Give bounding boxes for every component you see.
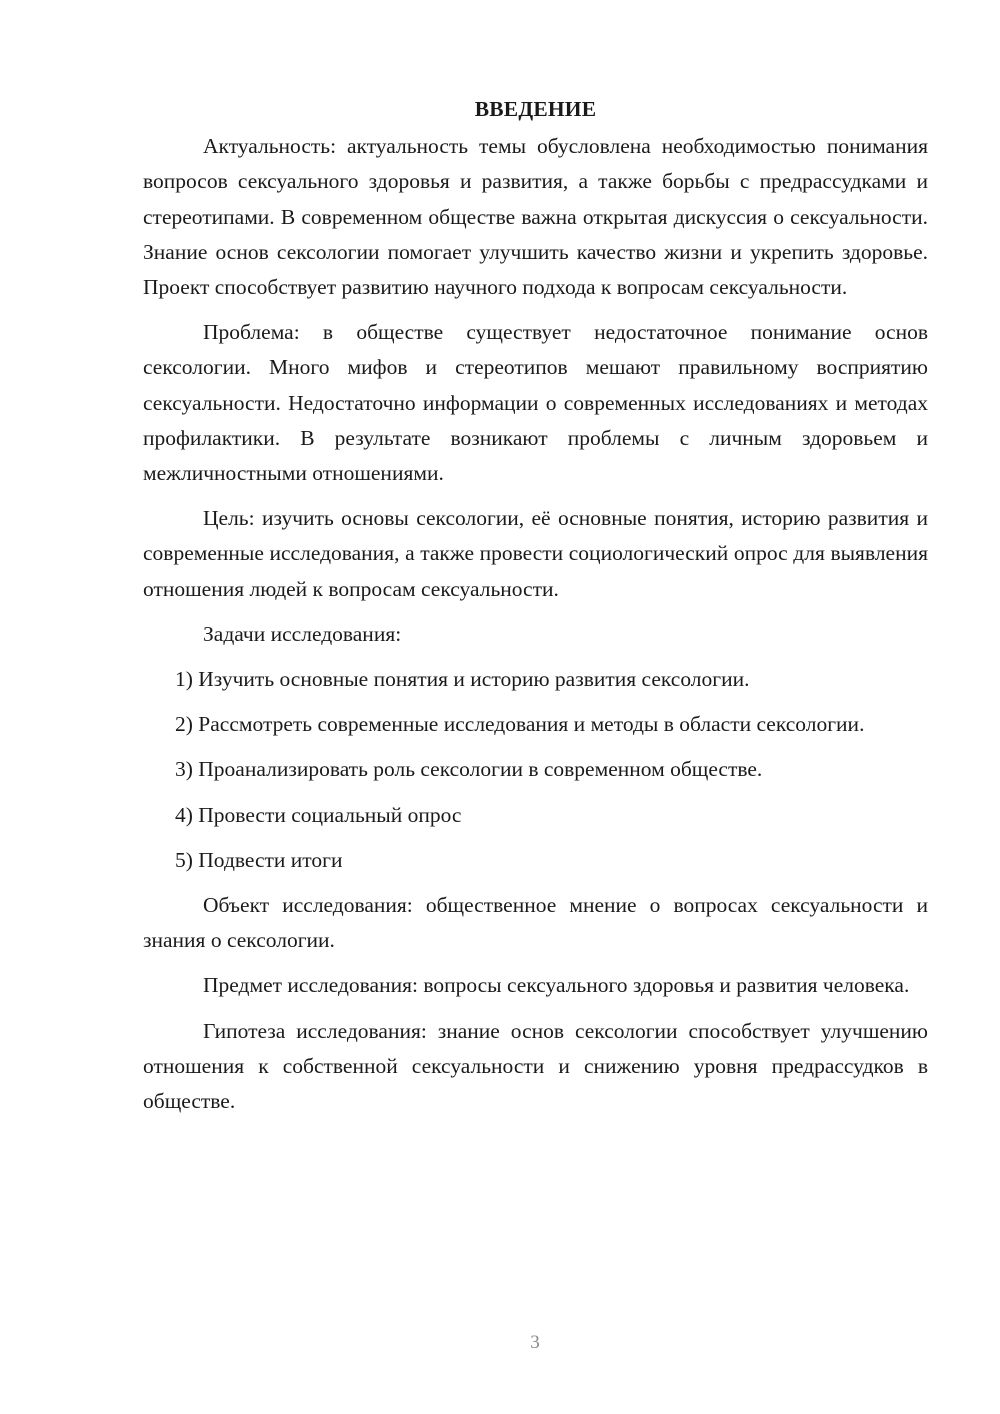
- task-item-2: 2) Рассмотреть современные исследования и методы в области сексологии.: [175, 712, 865, 737]
- task-item-5: 5) Подвести итоги: [175, 847, 343, 872]
- actuality-paragraph: Актуальность: актуальность темы обусловлена необходимостью понимания вопросов сексуального здоровья и развития, а также борьбы с предрассудками и стереотипами. В современном обществе важна открытая дискуссия о сексуальности. Знание основ сексологии помогает улучшить качество жизни и укрепить здоровье. Проект способствует развитию научного подхода к вопросам сексуальности.: [143, 134, 928, 300]
- hypothesis-paragraph: Гипотеза исследования: знание основ сексологии способствует улучшению отношения к собственной сексуальности и снижению уровня предрассудков в обществе.: [143, 1018, 928, 1114]
- goal-paragraph: Цель: изучить основы сексологии, её основные понятия, историю развития и современные исследования, а также провести социологический опрос для выявления отношения людей к вопросам сексуальности.: [143, 506, 928, 601]
- subject-paragraph: Предмет исследования: вопросы сексуального здоровья и развития человека.: [203, 973, 910, 998]
- task-item-3: 3) Проанализировать роль сексологии в современном обществе.: [175, 757, 763, 782]
- tasks-title: Задачи исследования:: [203, 621, 402, 646]
- page-number: 3: [530, 1332, 540, 1353]
- document-page: [143, 92, 928, 1129]
- object-paragraph: Объект исследования: общественное мнение о вопросах сексуальности и знания о сексологии.: [143, 893, 928, 953]
- problem-paragraph: Проблема: в обществе существует недостаточное понимание основ сексологии. Много мифов и стереотипов мешают правильному восприятию сексуальности. Недостаточно информации о современных исследованиях и методах профилактики. В результате возникают проблемы с личным здоровьем и межличностными отношениями.: [143, 320, 928, 486]
- task-item-4: 4) Провести социальный опрос: [175, 802, 462, 827]
- section-heading: ВВЕДЕНИЕ: [474, 97, 597, 121]
- task-item-1: 1) Изучить основные понятия и историю развития сексологии.: [175, 667, 750, 692]
